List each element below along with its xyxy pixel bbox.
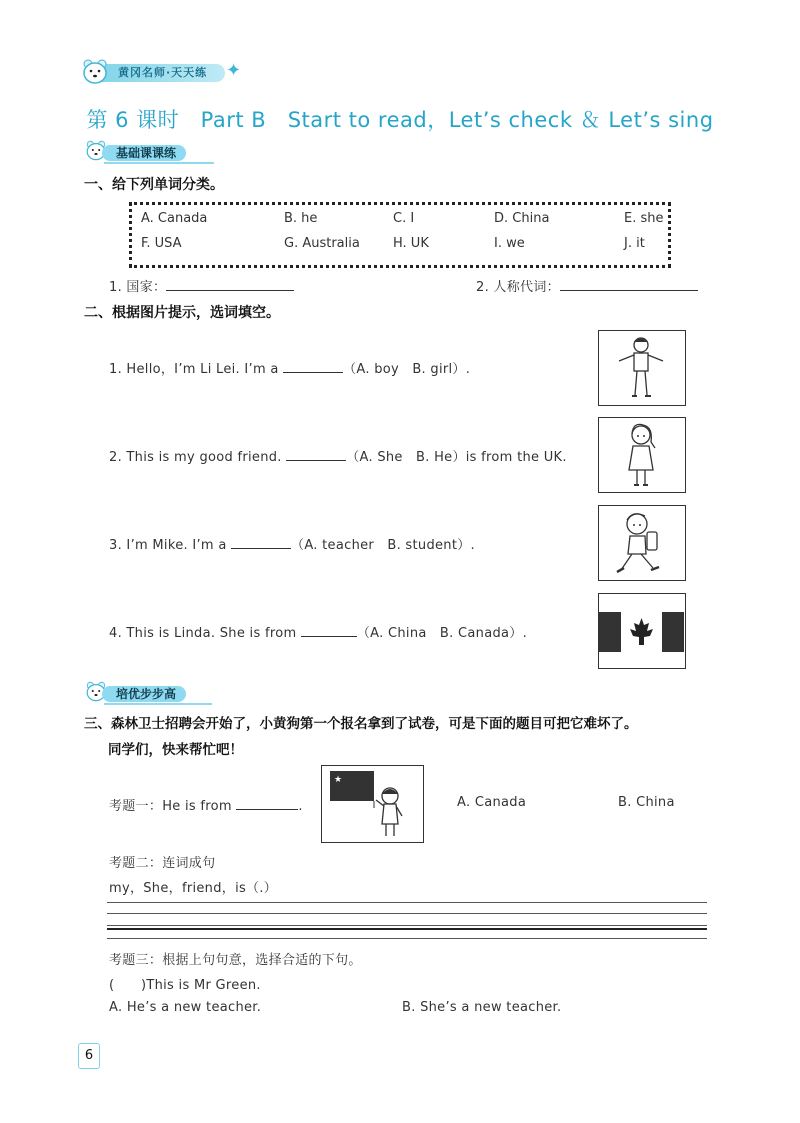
test3-option-b: B. She’s a new teacher. (402, 1000, 562, 1015)
answer-line (107, 913, 707, 914)
question-text: 1. Hello，I’m Li Lei. I’m a (109, 362, 279, 377)
word-item: F. USA (141, 236, 182, 251)
test1-option-b: B. China (618, 795, 675, 810)
word-item: B. he (284, 211, 318, 226)
test1-option-a: A. Canada (457, 795, 527, 810)
picture-boy (598, 330, 686, 406)
answer-line (107, 928, 707, 930)
china-flag-boy-illustration (322, 766, 422, 841)
part2-heading: 二、根据图片提示，选词填空。 (84, 305, 280, 321)
answer-line (107, 902, 707, 903)
answer-line (107, 938, 707, 939)
answer-blank[interactable] (301, 636, 357, 637)
word-item: A. Canada (141, 211, 208, 226)
picture-student (598, 505, 686, 581)
answer-blank[interactable] (283, 372, 343, 373)
test2-words: my，She，friend，is（.） (109, 881, 278, 896)
word-item: J. it (624, 236, 645, 251)
test2-label: 考题二：连词成句 (109, 856, 216, 871)
badge-label: 培优步步高 (102, 686, 186, 702)
answer-blank[interactable] (236, 809, 298, 810)
fill-question-4 (109, 622, 527, 641)
question-countries (109, 276, 294, 295)
question-text: 2. This is my good friend. (109, 450, 282, 465)
section-badge-advanced (84, 683, 214, 705)
answer-blank[interactable] (286, 460, 346, 461)
lesson-title: 第 6 课时 Part B Start to read，Let’s check ＆ Let’s sing (86, 108, 714, 132)
test3-option-a: A. He’s a new teacher. (109, 1000, 262, 1015)
bear-icon (80, 56, 110, 86)
badge-underline (104, 703, 212, 705)
question-label: 2. 人称代词： (476, 280, 560, 295)
svg-text:★: ★ (334, 775, 343, 785)
answer-blank[interactable] (231, 548, 291, 549)
fill-question-2 (109, 446, 567, 465)
boy-illustration (599, 331, 684, 404)
question-text: 考题一：He is from (109, 799, 232, 814)
test3-question: ( )This is Mr Green. (109, 978, 261, 993)
answer-blank[interactable] (166, 290, 294, 291)
answer-blank[interactable] (560, 290, 698, 291)
part1-heading: 一、给下列单词分类。 (84, 177, 224, 193)
word-item: G. Australia (284, 236, 360, 251)
girl-illustration (599, 418, 684, 491)
part3-heading: 三、森林卫士招聘会开始了，小黄狗第一个报名拿到了试卷，可是下面的题目可把它难坏了。 (84, 716, 638, 732)
question-end: . (298, 799, 303, 814)
question-text: 4. This is Linda. She is from (109, 626, 297, 641)
question-text: 3. I’m Mike. I’m a (109, 538, 227, 553)
picture-china-flag-boy (321, 765, 424, 843)
canada-flag-icon (599, 594, 684, 667)
student-illustration (599, 506, 684, 579)
word-item: D. China (494, 211, 550, 226)
sparkle-icon: ✦ (226, 60, 242, 81)
question-label: 1. 国家： (109, 280, 167, 295)
badge-label: 基础课课练 (102, 145, 186, 161)
word-item: E. she (624, 211, 664, 226)
badge-underline (104, 162, 214, 164)
answer-line (107, 925, 707, 926)
question-options: （A. boy B. girl）. (343, 362, 471, 377)
part3-heading-line2: 同学们，快来帮忙吧！ (108, 742, 243, 758)
fill-question-3 (109, 534, 475, 553)
page-number: 6 (78, 1043, 100, 1069)
question-pronouns (476, 276, 698, 295)
brand-text: 黄冈名师·天天练 (118, 66, 208, 79)
picture-canada-flag (598, 593, 686, 669)
brand-banner (80, 54, 245, 88)
question-options: （A. She B. He）is from the UK. (346, 450, 567, 465)
picture-girl (598, 417, 686, 493)
word-item: I. we (494, 236, 525, 251)
test1-question (109, 795, 303, 814)
section-badge-basic (84, 142, 214, 164)
fill-question-1 (109, 358, 470, 377)
word-item: H. UK (393, 236, 429, 251)
question-options: （A. China B. Canada）. (356, 626, 528, 641)
test3-label: 考题三：根据上句句意，选择合适的下句。 (109, 953, 362, 968)
question-options: （A. teacher B. student）. (291, 538, 475, 553)
word-item: C. I (393, 211, 415, 226)
